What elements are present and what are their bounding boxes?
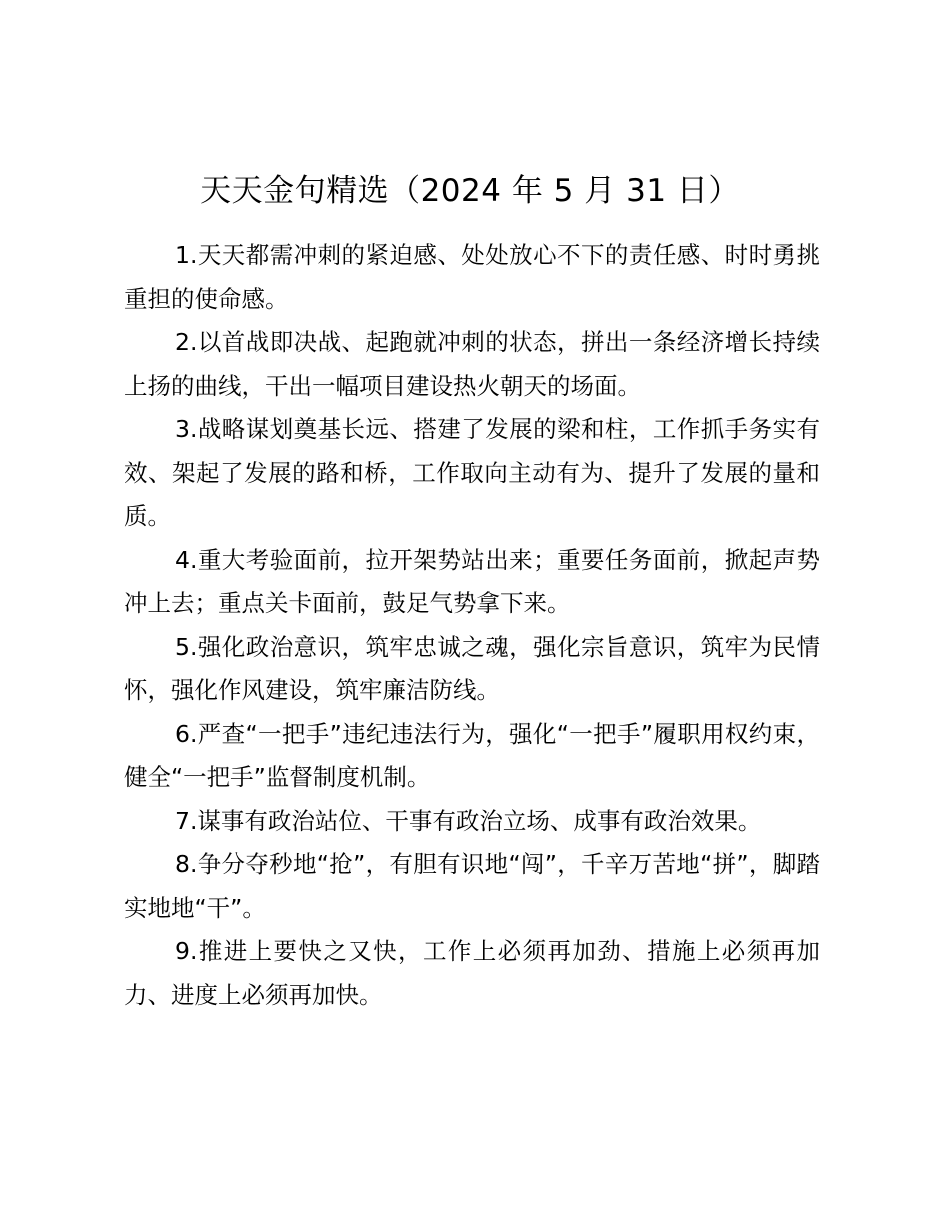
quote-paragraph-6: 6.严查“一把手”违纪违法行为，强化“一把手”履职用权约束，健全“一把手”监督制度机制。	[124, 719, 820, 791]
quote-paragraph-8: 8.争分夺秒地“抢”，有胆有识地“闯”，千辛万苦地“拼”，脚踏实地地“干”。	[124, 850, 820, 922]
quote-paragraph-2: 2.以首战即决战、起跑就冲刺的状态，拼出一条经济增长持续上扬的曲线，干出一幅项目建设热火朝天的场面。	[124, 328, 820, 400]
document-title: 天天金句精选（2024 年 5 月 31 日）	[200, 173, 740, 209]
quote-paragraph-1: 1.天天都需冲刺的紧迫感、处处放心不下的责任感、时时勇挑重担的使命感。	[124, 241, 820, 313]
quote-paragraph-5: 5.强化政治意识，筑牢忠诚之魂，强化宗旨意识，筑牢为民情怀，强化作风建设，筑牢廉洁防线。	[124, 632, 820, 704]
quote-paragraph-3: 3.战略谋划奠基长远、搭建了发展的梁和柱，工作抓手务实有效、架起了发展的路和桥，工作取向主动有为、提升了发展的量和质。	[124, 415, 820, 530]
quote-paragraph-7: 7.谋事有政治站位、干事有政治立场、成事有政治效果。	[175, 806, 762, 835]
quote-paragraph-4: 4.重大考验面前，拉开架势站出来；重要任务面前，掀起声势冲上去；重点关卡面前，鼓足气势拿下来。	[124, 545, 820, 617]
quote-paragraph-9: 9.推进上要快之又快，工作上必须再加劲、措施上必须再加力、进度上必须再加快。	[124, 937, 820, 1009]
document-body	[124, 234, 820, 1017]
